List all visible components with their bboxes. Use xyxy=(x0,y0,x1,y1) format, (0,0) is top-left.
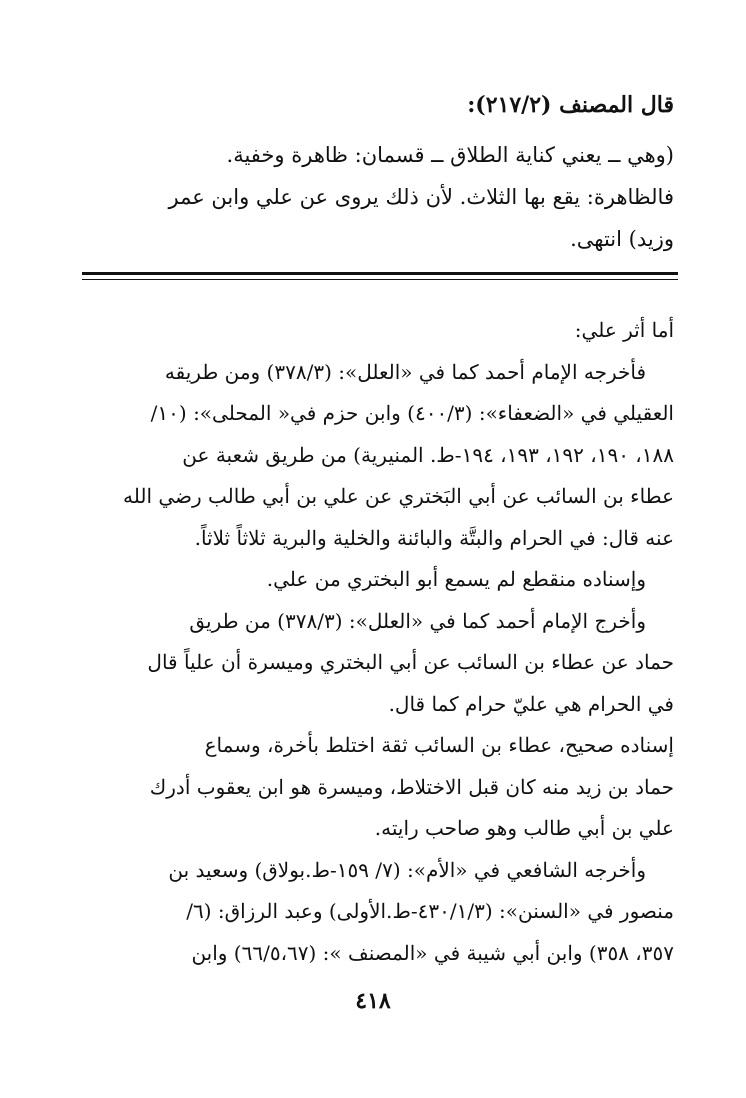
quote-line: وزيد) انتهى. xyxy=(570,227,674,251)
quote-line: فالظاهرة: يقع بها الثلاث. لأن ذلك يروى عن علي وابن عمر xyxy=(168,185,674,209)
quote-line: (وهي ــ يعني كناية الطلاق ــ قسمان: ظاهرة وخفية. xyxy=(226,143,674,167)
text-line: عنه قال: في الحرام والبتَّة والبائنة والخلية والبرية ثلاثاً ثلاثاً. xyxy=(194,525,674,550)
page-number: ٤١٨ xyxy=(355,988,391,1014)
text-line: وأخرج الإمام أحمد كما في «العلل»: (٣٧٨/٣) من طريق xyxy=(189,608,646,633)
text-line: حماد عن عطاء بن السائب عن أبي البختري وميسرة أن علياً قال xyxy=(147,650,674,674)
text-line: ١٨٨، ١٩٠، ١٩٢، ١٩٣، ١٩٤-ط. المنيرية) من طريق شعبة عن xyxy=(182,442,674,467)
text-line: في الحرام هي عليّ حرام كما قال. xyxy=(388,691,674,716)
text-line: عطاء بن السائب عن أبي البَختري عن علي بن أبي طالب رضي الله xyxy=(123,484,674,508)
text-line: منصور في «السنن»: (٤٣٠/١/٣-ط.الأولى) وعبد الرزاق: (٦/ xyxy=(186,899,674,923)
separator-rule-thick xyxy=(82,272,678,275)
text-line: وأخرجه الشافعي في «الأم»: (٧/ ١٥٩-ط.بولاق) وسعيد بن xyxy=(168,857,646,882)
text-line: العقيلي في «الضعفاء»: (٤٠٠/٣) وابن حزم في« المحلى»: (١٠/ xyxy=(150,401,674,425)
text-line: فأخرجه الإمام أحمد كما في «العلل»: (٣٧٨/٣) ومن طريقه xyxy=(164,359,646,384)
text-line: إسناده صحيح، عطاء بن السائب ثقة اختلط بأخرة، وسماع xyxy=(204,733,674,757)
text-line: علي بن أبي طالب وهو صاحب رايته. xyxy=(374,816,674,840)
section-heading: قال المصنف (٢١٧/٢): xyxy=(467,92,674,118)
text-line: ٣٥٧، ٣٥٨) وابن أبي شيبة في «المصنف »: (٦٦/٥،٦٧) وابن xyxy=(191,940,674,965)
quoted-passage xyxy=(54,134,674,260)
text-line: أما أثر علي: xyxy=(574,318,674,342)
separator-rule-thin xyxy=(82,279,678,280)
commentary-text xyxy=(64,310,674,974)
text-line: حماد بن زيد منه كان قبل الاختلاط، وميسرة هو ابن يعقوب أدرك xyxy=(149,774,674,799)
text-line: وإسناده منقطع لم يسمع أبو البختري من علي. xyxy=(266,567,646,591)
